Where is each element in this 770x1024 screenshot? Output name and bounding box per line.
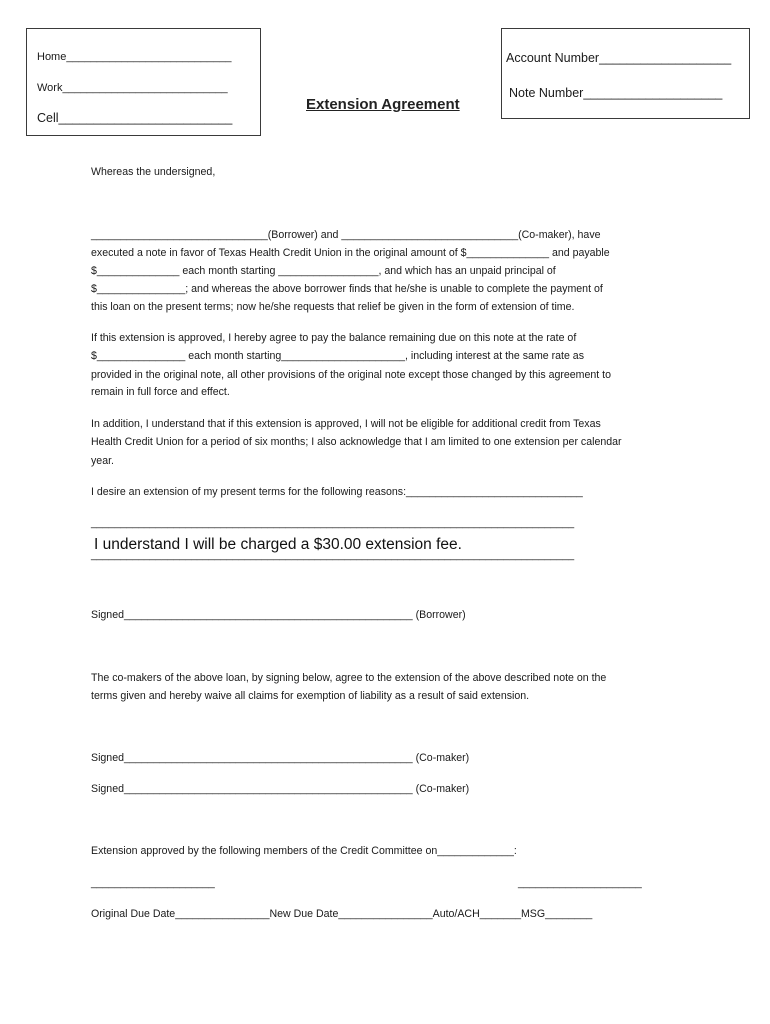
fee-notice: I understand I will be charged a $30.00 extension fee. — [94, 536, 462, 553]
note-number-field[interactable]: Note Number____________________ — [509, 86, 723, 100]
paragraph-1-line-1[interactable]: ______________________________(Borrower) and ______________________________(Co-maker), have — [91, 229, 601, 241]
document-title: Extension Agreement — [306, 96, 460, 113]
reasons-field[interactable]: I desire an extension of my present terms for the following reasons:______________________________ — [91, 486, 583, 498]
comaker-signature-field-2[interactable]: Signed_________________________________________________ (Co-maker) — [91, 783, 470, 795]
paragraph-2-line-1: If this extension is approved, I hereby agree to pay the balance remaining due on this note at the rate of — [91, 332, 577, 344]
comaker-text-line-1: The co-makers of the above loan, by signing below, agree to the extension of the above described note on the — [91, 672, 607, 684]
comaker-signature-field-1[interactable]: Signed_________________________________________________ (Co-maker) — [91, 752, 470, 764]
account-box — [501, 28, 750, 119]
contact-box — [26, 28, 261, 136]
paragraph-2-line-4: remain in full force and effect. — [91, 386, 230, 398]
paragraph-3-line-1: In addition, I understand that if this extension is approved, I will not be eligible for additional credit from Texas — [91, 418, 601, 430]
work-phone-field[interactable]: Work___________________________ — [37, 82, 228, 94]
committee-signature-line-left[interactable]: _____________________ — [91, 877, 215, 889]
cell-phone-field[interactable]: Cell_________________________ — [37, 111, 233, 125]
comaker-text-line-2: terms given and hereby waive all claims for exemption of liability as a result of said extension. — [91, 690, 530, 702]
committee-signature-line-right[interactable]: _____________________ — [518, 877, 642, 889]
paragraph-3-line-2: Health Credit Union for a period of six months; I also acknowledge that I am limited to one extension per calendar — [91, 436, 622, 448]
home-phone-field[interactable]: Home___________________________ — [37, 51, 232, 63]
whereas-text: Whereas the undersigned, — [91, 166, 216, 178]
reasons-line-2[interactable]: __________________________________________________________________________________ — [91, 549, 575, 561]
borrower-signature-field[interactable]: Signed_________________________________________________ (Borrower) — [91, 609, 466, 621]
footer-due-dates-field[interactable]: Original Due Date________________New Due Date________________Auto/ACH_______MSG________ — [91, 908, 593, 920]
paragraph-2-line-3: provided in the original note, all other provisions of the original note except those changed by this agreement to — [91, 369, 612, 381]
paragraph-3-line-3: year. — [91, 455, 114, 467]
committee-approval-field[interactable]: Extension approved by the following members of the Credit Committee on_____________: — [91, 845, 517, 857]
paragraph-1-line-3[interactable]: $______________ each month starting _________________, and which has an unpaid principal of — [91, 265, 556, 277]
reasons-line-1[interactable]: __________________________________________________________________________________ — [91, 517, 575, 529]
paragraph-1-line-4[interactable]: $_______________; and whereas the above borrower finds that he/she is unable to complete the payment of — [91, 283, 603, 295]
paragraph-1-line-2[interactable]: executed a note in favor of Texas Health Credit Union in the original amount of $______________ and payable — [91, 247, 610, 259]
paragraph-1-line-5: this loan on the present terms; now he/she requests that relief be given in the form of extension of time. — [91, 301, 575, 313]
paragraph-2-line-2[interactable]: $_______________ each month starting_____________________, including interest at the same rate as — [91, 350, 584, 362]
account-number-field[interactable]: Account Number___________________ — [506, 51, 732, 65]
